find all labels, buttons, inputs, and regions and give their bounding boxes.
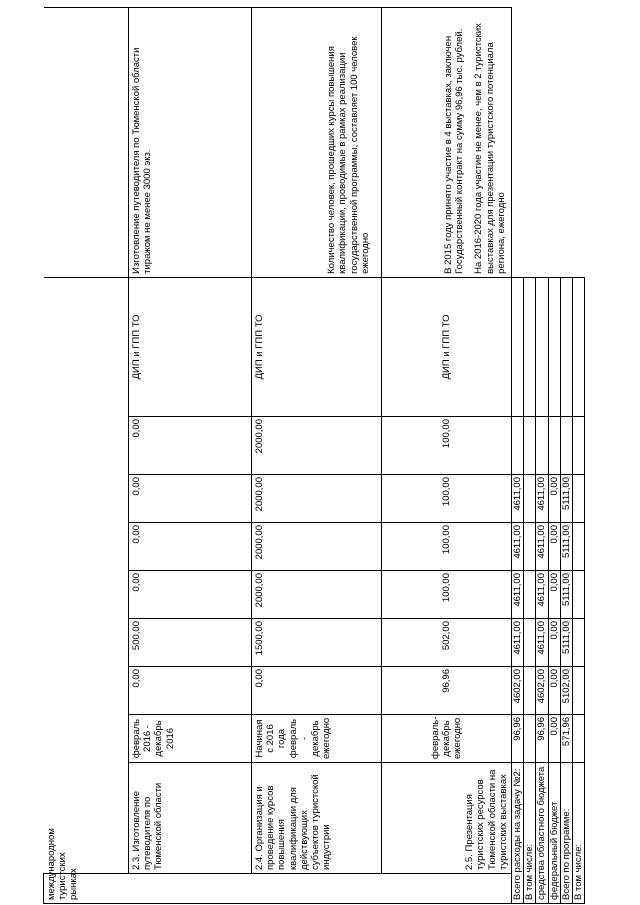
summary-value <box>524 619 536 667</box>
summary-label: В том числе: <box>573 763 585 904</box>
rotated-table-wrapper <box>43 8 585 904</box>
summary-value <box>524 523 536 571</box>
value-cell: 2000,00 <box>252 523 382 571</box>
value-cell: 0,00 <box>129 571 252 619</box>
summary-row <box>548 7 560 903</box>
summary-value: 4602,00 <box>536 667 548 715</box>
summary-value: 4611,00 <box>512 523 524 571</box>
summary-row <box>573 7 585 903</box>
responsible-text: ДИП и ГПП ТО <box>254 314 265 380</box>
summary-value: 4611,00 <box>536 523 548 571</box>
summary-row <box>560 7 572 903</box>
summary-value: 5111,00 <box>560 523 572 571</box>
summary-value: 4611,00 <box>536 571 548 619</box>
summary-value: 571,96 <box>560 715 572 763</box>
summary-value: 5111,00 <box>560 475 572 523</box>
summary-value: 4611,00 <box>536 619 548 667</box>
summary-value: 4611,00 <box>512 571 524 619</box>
value-cell: 0,00 <box>129 523 252 571</box>
value-cell: 2000,00 <box>252 417 382 475</box>
responsible-cell <box>252 277 382 416</box>
result-cell <box>252 7 382 277</box>
blank-cell <box>560 417 572 475</box>
result-text: На 2016-2020 года участие не менее, чем в 2 туристских выставках для презентации туристского потенциала региона, ежегодно <box>473 23 507 274</box>
value-cell: 100,00 <box>382 571 512 619</box>
blank-cell <box>524 417 536 475</box>
responsible-cell <box>129 277 252 416</box>
summary-row <box>512 7 524 903</box>
summary-value <box>524 715 536 763</box>
blank-cell <box>524 277 536 416</box>
summary-value <box>524 571 536 619</box>
summary-value <box>524 667 536 715</box>
summary-value: 4611,00 <box>512 475 524 523</box>
blank-cell <box>44 7 129 277</box>
summary-value: 0,00 <box>548 475 560 523</box>
summary-value: 5111,00 <box>560 619 572 667</box>
summary-value: 0,00 <box>548 715 560 763</box>
value-cell: 2000,00 <box>252 571 382 619</box>
summary-value: 0,00 <box>548 523 560 571</box>
value-cell: 100,00 <box>382 523 512 571</box>
table-row <box>129 7 252 903</box>
blank-cell <box>536 417 548 475</box>
result-text: В 2015 году принято участие в 4 выставках, заключен Государственный контракт на сумму 96,96 тыс. рублей. <box>442 28 466 274</box>
value-cell: 0,00 <box>129 417 252 475</box>
activity-period: Начиная с 2016 года февраль - декабрь ежегодно <box>252 715 382 763</box>
result-cell <box>129 7 252 277</box>
summary-row <box>536 7 548 903</box>
summary-row <box>524 7 536 903</box>
activity-period: февраль 2016 - декабрь 2016 <box>129 715 252 763</box>
result-text: Количество человек, прошедших курсы повышения квалификации, проводимые в рамках реализации государственной программы, составляет 100 человек ежегодно <box>326 36 371 274</box>
summary-label: Всего по программе: <box>560 763 572 904</box>
program-table <box>43 7 585 904</box>
blank-cell <box>573 417 585 475</box>
value-cell: 500,00 <box>129 619 252 667</box>
summary-value: 96,96 <box>536 715 548 763</box>
summary-value: 0,00 <box>548 619 560 667</box>
table-row <box>382 7 512 903</box>
responsible-cell <box>382 277 512 416</box>
table-row <box>252 7 382 903</box>
responsible-text: ДИП и ГПП ТО <box>131 314 142 380</box>
value-cell: 2000,00 <box>252 475 382 523</box>
summary-value: 0,00 <box>548 667 560 715</box>
result-text: Изготовление путеводителя по Тюменской области тиражом не менее 3000 экз. <box>131 47 154 274</box>
activity-name: 2.3. Изготовление путеводителя по Тюменской области <box>129 763 252 874</box>
summary-label: средства областного бюджета <box>536 763 548 904</box>
summary-value <box>573 715 585 763</box>
summary-value: 96,96 <box>512 715 524 763</box>
blank-cell <box>512 417 524 475</box>
responsible-text: ДИП и ГПП ТО <box>440 314 452 380</box>
blank-cell <box>560 277 572 416</box>
activity-period: февраль-декабрь ежегодно <box>382 715 512 763</box>
value-cell: 0,00 <box>252 667 382 715</box>
blank-cell <box>548 277 560 416</box>
continued-row-label: международном туристских рынках <box>44 874 512 904</box>
summary-value <box>573 667 585 715</box>
blank-cell <box>548 417 560 475</box>
blank-cell <box>44 277 129 873</box>
summary-label: федеральный бюджет <box>548 763 560 904</box>
summary-label: Всего расходы на задачу №2: <box>512 763 524 904</box>
value-cell: 96,96 <box>382 667 512 715</box>
value-cell: 502,00 <box>382 619 512 667</box>
value-cell: 100,00 <box>382 475 512 523</box>
activity-name: 2.4. Организация и проведение курсов повышения квалификации для действующих субъектов туристской индустрии <box>252 763 382 874</box>
value-cell: 0,00 <box>129 475 252 523</box>
summary-value: 5111,00 <box>560 571 572 619</box>
activity-name: 2.5. Презентация туристских ресурсов Тюменской области на туристских выставках <box>382 763 512 874</box>
blank-cell <box>512 277 524 416</box>
summary-value <box>573 571 585 619</box>
value-cell: 1500,00 <box>252 619 382 667</box>
summary-label: В том числе: <box>524 763 536 904</box>
summary-value <box>573 619 585 667</box>
summary-value: 4602,00 <box>512 667 524 715</box>
table-row <box>44 7 129 903</box>
summary-value: 5102,00 <box>560 667 572 715</box>
blank-cell <box>573 277 585 416</box>
summary-value <box>524 475 536 523</box>
summary-value: 0,00 <box>548 571 560 619</box>
summary-value: 4611,00 <box>512 619 524 667</box>
summary-value <box>573 475 585 523</box>
summary-value <box>573 523 585 571</box>
value-cell: 100,00 <box>382 417 512 475</box>
summary-value: 4611,00 <box>536 475 548 523</box>
blank-cell <box>536 277 548 416</box>
value-cell: 0,00 <box>129 667 252 715</box>
result-cell <box>382 7 512 277</box>
